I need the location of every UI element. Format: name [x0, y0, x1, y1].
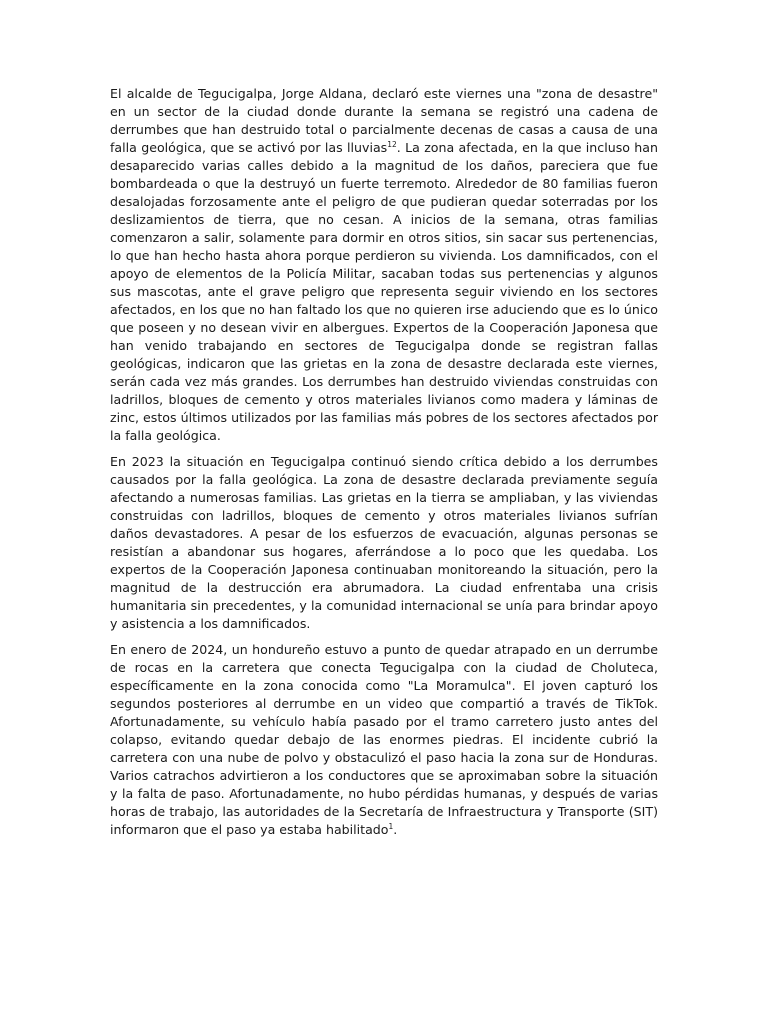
paragraph-3-text: En enero de 2024, un hondureño estuvo a punto de quedar atrapado en un derrumbe de rocas en la carretera que conecta Tegucigalpa con la ciudad de Choluteca, específicamente en la zona conocida como "La Moramulca". El joven capturó los segundos posteriores al derrumbe en un video que compartió a través de TikTok. Afortunadamente, su vehículo había pasado por el tramo carretero justo antes del colapso, evitando quedar debajo de las enormes piedras. El incidente cubrió la carretera con una nube de polvo y obstaculizó el paso hacia la zona sur de Honduras. Varios catrachos advirtieron a los conductores que se aproximaban sobre la situación y la falta de paso. Afortunadamente, no hubo pérdidas humanas, y después de varias horas de trabajo, las autoridades de la Secretaría de Infraestructura y Transporte (SIT) informaron que el paso ya estaba habilitado — [110, 642, 658, 837]
paragraph-3 — [110, 641, 658, 839]
paragraph-1-text-continued: . La zona afectada, en la que incluso han desaparecido varias calles debido a la magnitud de los daños, pareciera que fue bombardeada o que la destruyó un fuerte terremoto. Alrededor de 80 familias fueron desalojadas forzosamente ante el peligro de que pudieran quedar soterradas por los deslizamientos de tierra, que no cesan. A inicios de la semana, otras familias comenzaron a salir, solamente para dormir en otros sitios, sin sacar sus pertenencias, lo que han hecho hasta ahora porque perdieron su vivienda. Los damnificados, con el apoyo de elementos de la Policía Militar, sacaban todas sus pertenencias y algunos sus mascotas, ante el grave peligro que representa seguir viviendo en los sectores afectados, en los que no han faltado los que no quieren irse aduciendo que es lo único que poseen y no desean vivir en albergues. Expertos de la Cooperación Japonesa que han venido trabajando en sectores de Tegucigalpa donde se registran fallas geológicas, indicaron que las grietas en la zona de desastre declarada este viernes, serán cada vez más grandes. Los derrumbes han destruido viviendas construidas con ladrillos, bloques de cemento y otros materiales livianos como madera y láminas de zinc, estos últimos utilizados por las familias más pobres de los sectores afectados por la falla geológica. — [110, 140, 658, 443]
document-body — [110, 85, 658, 847]
paragraph-2 — [110, 453, 658, 633]
footnote-ref-1[interactable]: 1 — [388, 821, 394, 831]
paragraph-1-text: El alcalde de Tegucigalpa, Jorge Aldana, declaró este viernes una "zona de desastre" en un sector de la ciudad donde durante la semana se registró una cadena de derrumbes que han destruido total o parcialmente decenas de casas a causa de una falla geológica, que se activó por las lluvias — [110, 86, 658, 155]
paragraph-1 — [110, 85, 658, 445]
paragraph-3-text-continued: . — [393, 822, 398, 837]
footnote-ref-12[interactable]: 12 — [387, 139, 397, 149]
paragraph-2-text: En 2023 la situación en Tegucigalpa continuó siendo crítica debido a los derrumbes causados por la falla geológica. La zona de desastre declarada previamente seguía afectando a numerosas familias. Las grietas en la tierra se ampliaban, y las viviendas construidas con ladrillos, bloques de cemento y otros materiales livianos sufrían daños devastadores. A pesar de los esfuerzos de evacuación, algunas personas se resistían a abandonar sus hogares, aferrándose a lo poco que les quedaba. Los expertos de la Cooperación Japonesa continuaban monitoreando la situación, pero la magnitud de la destrucción era abrumadora. La ciudad enfrentaba una crisis humanitaria sin precedentes, y la comunidad internacional se unía para brindar apoyo y asistencia a los damnificados. — [110, 454, 658, 631]
